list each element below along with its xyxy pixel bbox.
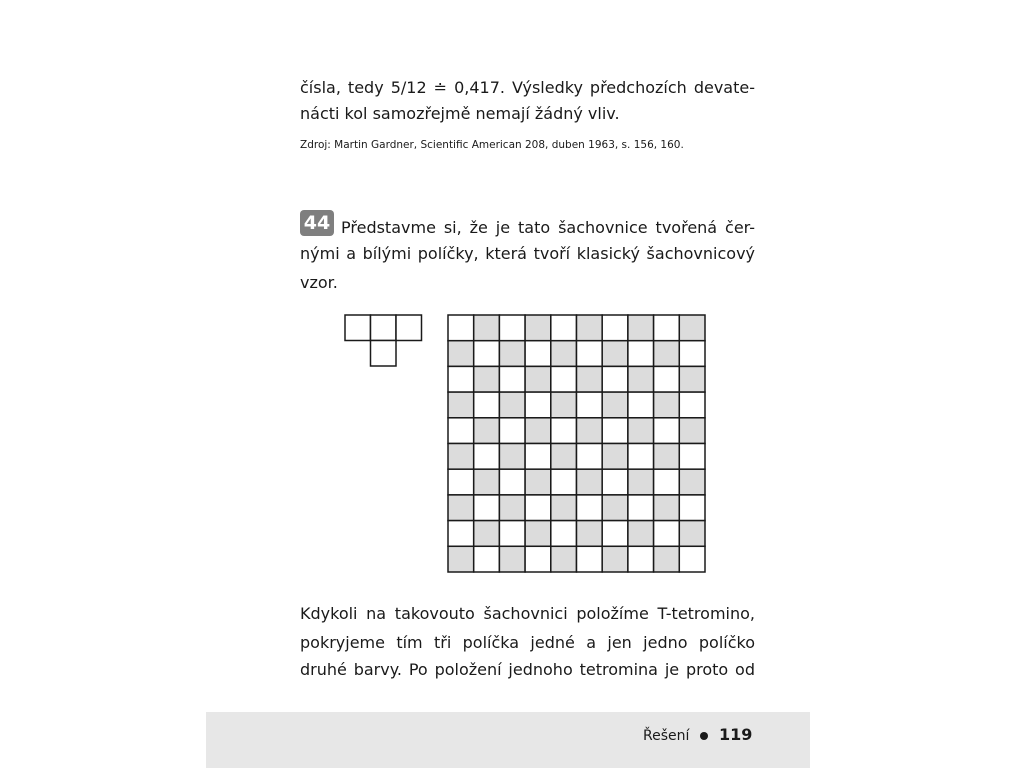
board-cell (679, 444, 705, 470)
board-cell (602, 469, 628, 495)
board-cell (602, 521, 628, 547)
board-cell (577, 495, 603, 521)
problem-line: vzor. (300, 273, 338, 292)
board-cell (679, 495, 705, 521)
board-cell (602, 341, 628, 367)
board-cell (577, 469, 603, 495)
paragraph-line: pokryjeme tím tři políčka jedné a jen jedno políčko (300, 633, 755, 652)
paragraph-line: čísla, tedy 5/12 ≐ 0,417. Výsledky předchozích devate- (300, 78, 755, 97)
board-cell (628, 521, 654, 547)
board-cell (474, 546, 500, 572)
board-cell (474, 495, 500, 521)
board-cell (577, 546, 603, 572)
problem-line: Představme si, že je tato šachovnice tvořená čer- (341, 218, 755, 237)
board-cell (679, 418, 705, 444)
board-cell (474, 315, 500, 341)
board-cell (551, 546, 577, 572)
board-cell (654, 444, 680, 470)
board-cell (628, 495, 654, 521)
board-cell (551, 469, 577, 495)
page-number: 119 (719, 725, 753, 744)
board-cell (577, 521, 603, 547)
board-cell (679, 546, 705, 572)
board-cell (602, 315, 628, 341)
board-cell (628, 341, 654, 367)
board-cell (448, 341, 474, 367)
board-cell (577, 315, 603, 341)
problem-number-badge: 44 (300, 210, 334, 236)
source-citation: Zdroj: Martin Gardner, Scientific American 208, duben 1963, s. 156, 160. (300, 139, 684, 151)
board-cell (628, 366, 654, 392)
board-cell (499, 366, 525, 392)
board-cell (448, 546, 474, 572)
board-cell (448, 366, 474, 392)
board-cell (551, 418, 577, 444)
checkerboard (447, 314, 709, 576)
board-cell (525, 521, 551, 547)
board-cell (499, 495, 525, 521)
footer-section-label: Řešení (643, 728, 690, 744)
board-cell (628, 418, 654, 444)
board-cell (525, 366, 551, 392)
board-cell (628, 392, 654, 418)
board-cell (654, 392, 680, 418)
board-cell (577, 366, 603, 392)
board-cell (525, 315, 551, 341)
board-cell (654, 521, 680, 547)
board-cell (474, 418, 500, 444)
t-tetromino-figure (344, 314, 424, 370)
board-cell (551, 315, 577, 341)
board-cell (602, 546, 628, 572)
board-cell (525, 418, 551, 444)
board-cell (679, 315, 705, 341)
paragraph-line: nácti kol samozřejmě nemají žádný vliv. (300, 104, 620, 123)
board-cell (499, 392, 525, 418)
board-cell (654, 366, 680, 392)
board-cell (551, 392, 577, 418)
board-cell (679, 521, 705, 547)
board-cell (577, 341, 603, 367)
board-cell (602, 418, 628, 444)
board-cell (474, 444, 500, 470)
board-cell (499, 341, 525, 367)
board-cell (654, 469, 680, 495)
board-cell (499, 546, 525, 572)
board-cell (628, 315, 654, 341)
board-cell (499, 521, 525, 547)
board-cell (525, 444, 551, 470)
board-cell (474, 521, 500, 547)
tetromino-cell (371, 341, 397, 367)
tetromino-cell (345, 315, 371, 341)
board-cell (448, 521, 474, 547)
board-cell (525, 469, 551, 495)
bullet-icon (700, 732, 708, 740)
board-cell (551, 495, 577, 521)
board-cell (654, 546, 680, 572)
board-cell (654, 495, 680, 521)
board-cell (499, 315, 525, 341)
board-cell (551, 341, 577, 367)
board-cell (679, 392, 705, 418)
board-cell (499, 418, 525, 444)
paragraph-line: druhé barvy. Po položení jednoho tetromina je proto od (300, 660, 755, 679)
board-cell (448, 495, 474, 521)
board-cell (602, 495, 628, 521)
board-cell (577, 392, 603, 418)
board-cell (499, 469, 525, 495)
board-cell (448, 418, 474, 444)
tetromino-cell (396, 315, 422, 341)
board-cell (525, 392, 551, 418)
board-cell (602, 366, 628, 392)
problem-line: nými a bílými políčky, která tvoří klasický šachovnicový (300, 244, 755, 263)
board-cell (525, 546, 551, 572)
board-cell (654, 418, 680, 444)
board-cell (551, 366, 577, 392)
board-cell (448, 315, 474, 341)
board-cell (448, 444, 474, 470)
paragraph-line: Kdykoli na takovouto šachovnici položíme T-tetromino, (300, 604, 755, 623)
board-cell (628, 546, 654, 572)
board-cell (679, 366, 705, 392)
board-cell (628, 469, 654, 495)
board-cell (577, 418, 603, 444)
board-cell (499, 444, 525, 470)
board-cell (525, 495, 551, 521)
board-cell (602, 392, 628, 418)
board-cell (654, 341, 680, 367)
tetromino-cell (371, 315, 397, 341)
board-cell (602, 444, 628, 470)
board-cell (679, 341, 705, 367)
board-cell (679, 469, 705, 495)
board-cell (474, 469, 500, 495)
board-cell (577, 444, 603, 470)
board-cell (551, 521, 577, 547)
board-cell (628, 444, 654, 470)
board-cell (474, 341, 500, 367)
board-cell (474, 392, 500, 418)
board-cell (551, 444, 577, 470)
board-cell (474, 366, 500, 392)
board-cell (448, 392, 474, 418)
board-cell (448, 469, 474, 495)
board-cell (654, 315, 680, 341)
board-cell (525, 341, 551, 367)
